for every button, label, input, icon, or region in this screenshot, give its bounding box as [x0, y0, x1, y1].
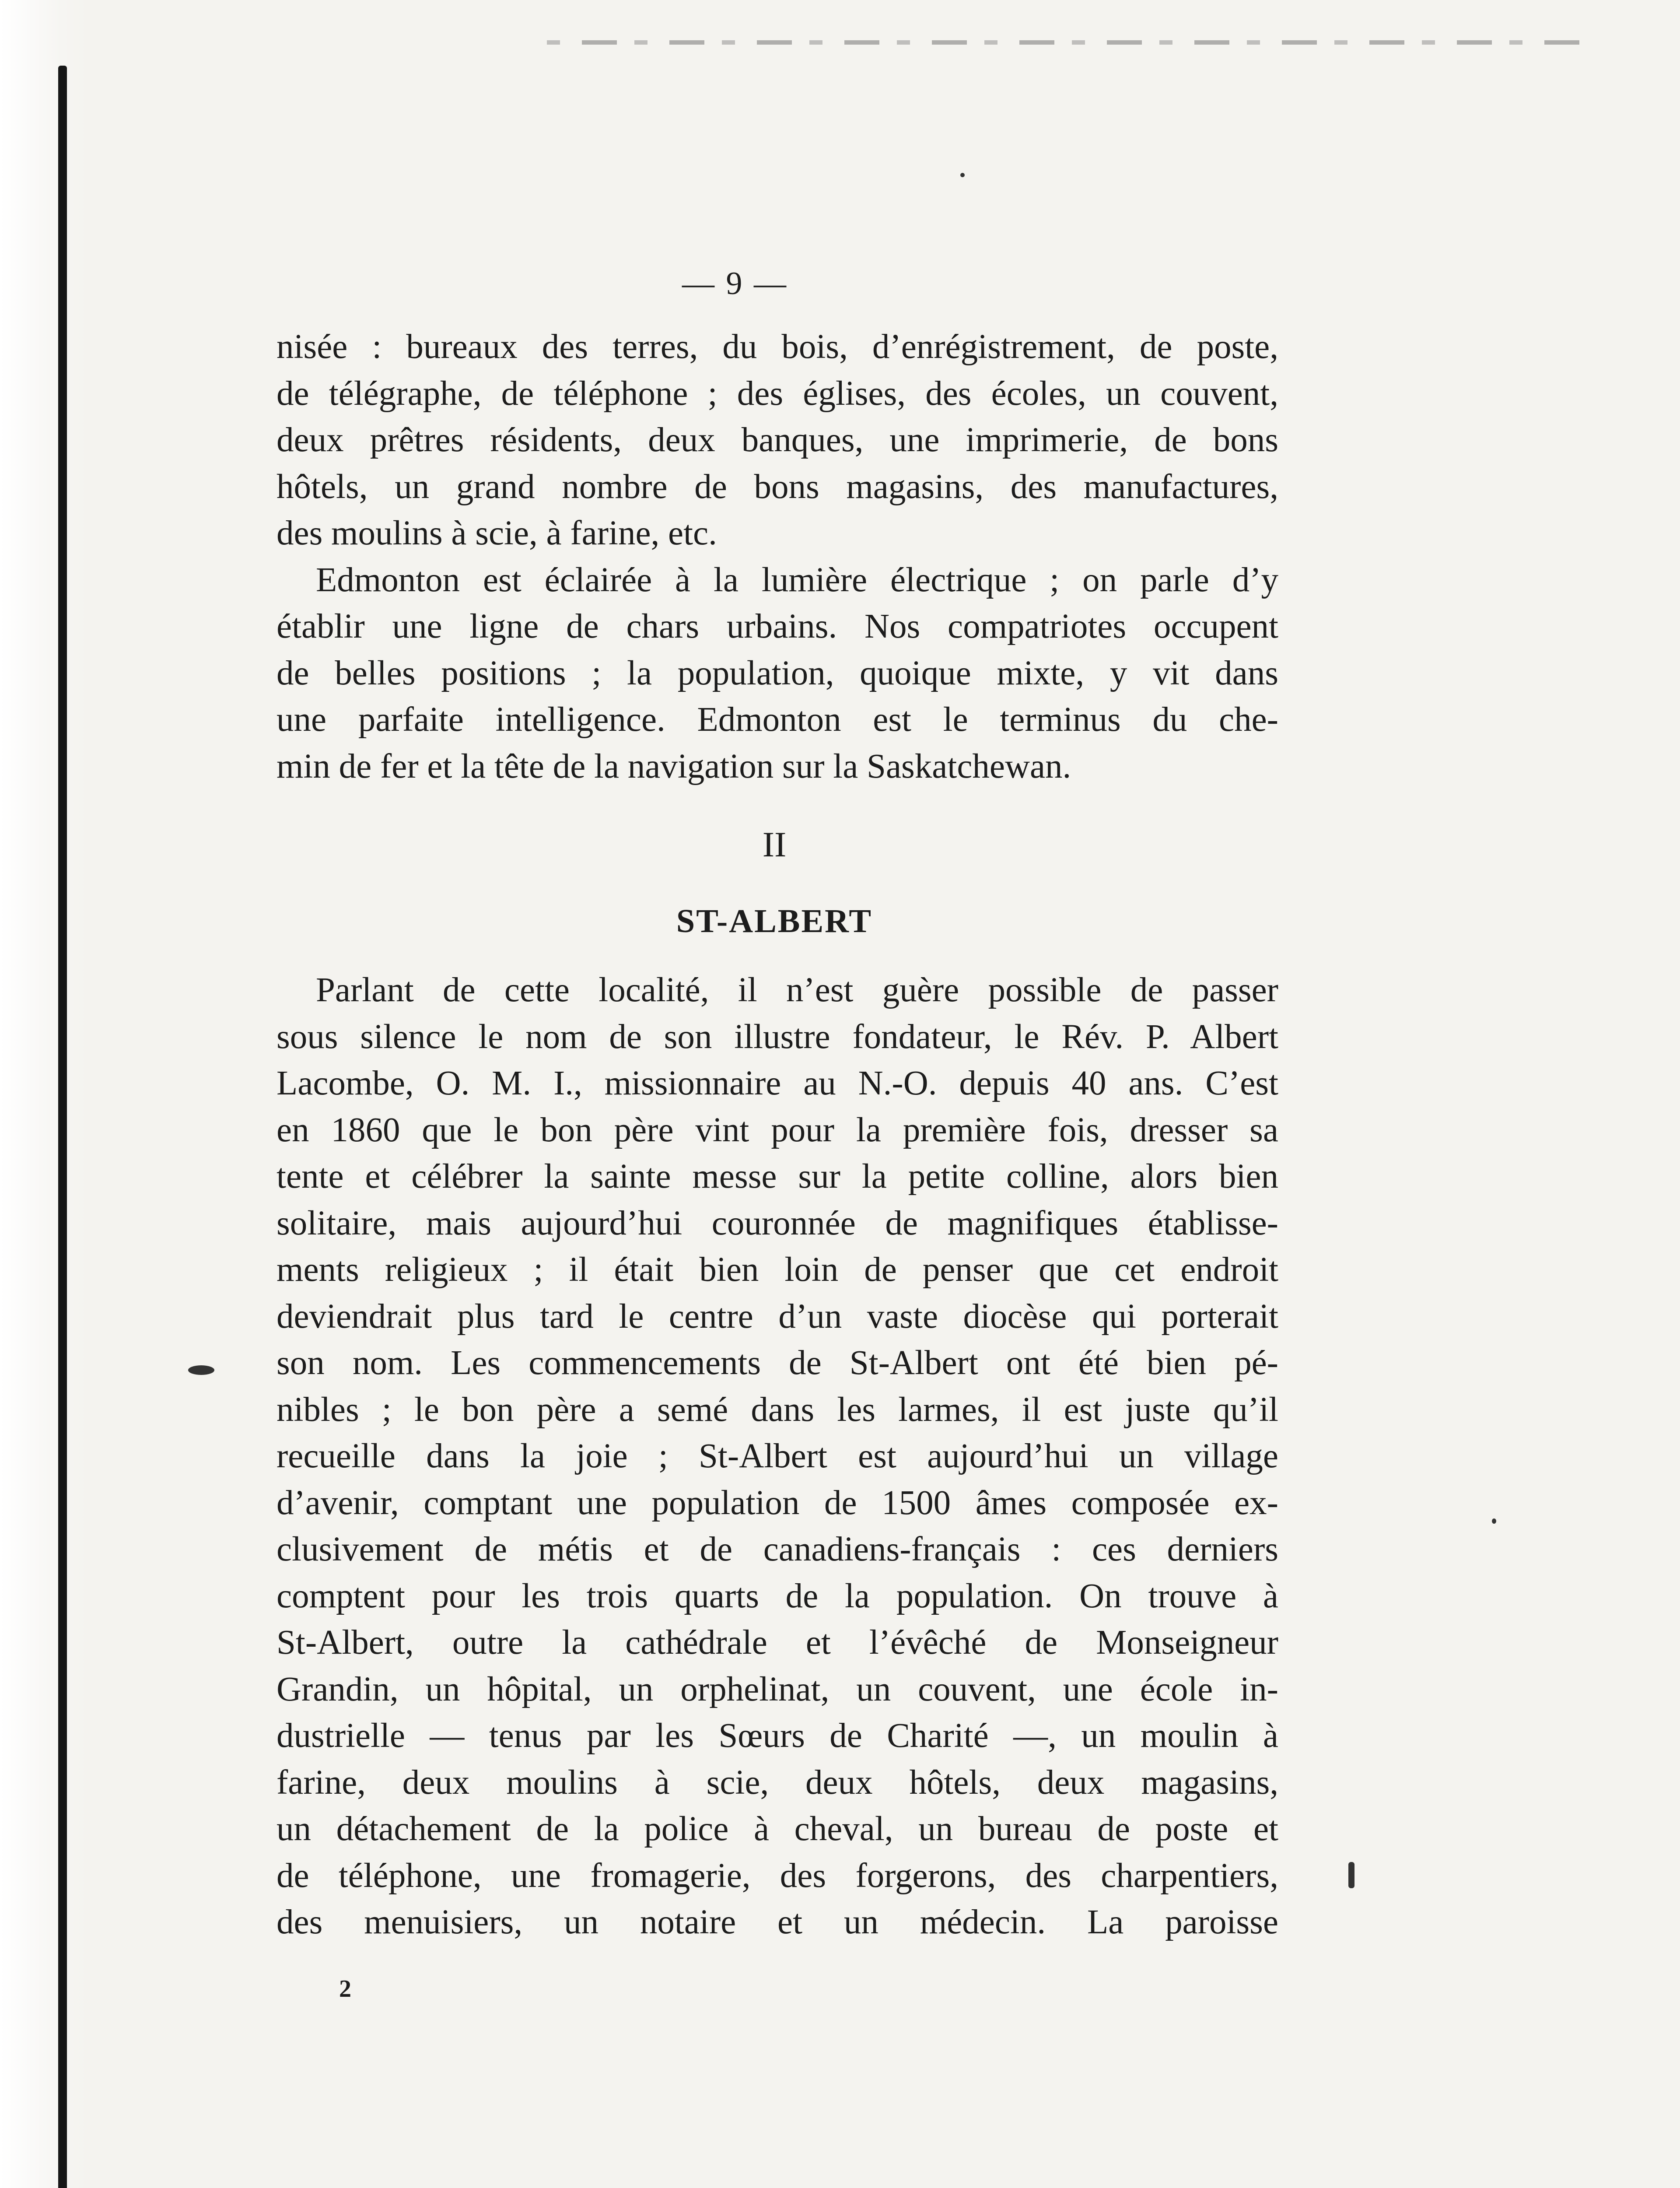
ink-speck — [1492, 1518, 1496, 1524]
text-line: nisée : bureaux des terres, du bois, d’enrégistrement, de poste, — [276, 328, 1278, 366]
text-line: en 1860 que le bon père vint pour la première fois, dresser sa — [276, 1111, 1278, 1149]
text-line: une parfaite intelligence. Edmonton est le terminus du che- — [276, 701, 1278, 739]
ink-speck — [1348, 1862, 1354, 1888]
text-line: solitaire, mais aujourd’hui couronnée de magnifiques établisse- — [276, 1204, 1278, 1242]
text-line: son nom. Les commencements de St-Albert ont été bien pé- — [276, 1344, 1278, 1382]
text-line: Edmonton est éclairée à la lumière électrique ; on parle d’y — [316, 561, 1278, 599]
text-line: recueille dans la joie ; St-Albert est aujourd’hui un village — [276, 1437, 1278, 1475]
text-line: Grandin, un hôpital, un orphelinat, un couvent, une école in- — [276, 1670, 1278, 1708]
text-line: un détachement de la police à cheval, un bureau de poste et — [276, 1810, 1278, 1848]
binding-edge-line — [58, 66, 67, 2188]
text-line: farine, deux moulins à scie, deux hôtels, deux magasins, — [276, 1763, 1278, 1802]
printer-signature-mark: 2 — [339, 1975, 351, 2002]
page-number: — 9 — — [682, 266, 788, 302]
section-title: ST-ALBERT — [676, 903, 873, 940]
text-line: deux prêtres résidents, deux banques, une imprimerie, de bons — [276, 421, 1278, 459]
st-albert-text-block — [276, 967, 1278, 1946]
text-line: ments religieux ; il était bien loin de penser que cet endroit — [276, 1251, 1278, 1289]
text-line: sous silence le nom de son illustre fondateur, le Rév. P. Albert — [276, 1017, 1278, 1056]
text-line: de téléphone, une fromagerie, des forgerons, des charpentiers, — [276, 1856, 1278, 1895]
text-line: de télégraphe, de téléphone ; des églises, des écoles, un couvent, — [276, 374, 1278, 413]
ink-speck — [188, 1365, 214, 1375]
text-line: tente et célébrer la sainte messe sur la petite colline, alors bien — [276, 1157, 1278, 1196]
text-line: nibles ; le bon père a semé dans les larmes, il est juste qu’il — [276, 1390, 1278, 1429]
text-line: hôtels, un grand nombre de bons magasins, des manufactures, — [276, 467, 1278, 506]
text-line: St-Albert, outre la cathédrale et l’évêché de Monseigneur — [276, 1623, 1278, 1662]
text-line: Parlant de cette localité, il n’est guère possible de passer — [316, 971, 1278, 1009]
section-numeral: II — [762, 824, 787, 864]
page-gutter — [0, 0, 88, 2188]
text-line: clusivement de métis et de canadiens-français : ces derniers — [276, 1530, 1278, 1568]
text-line: dustrielle — tenus par les Sœurs de Charité —, un moulin à — [276, 1717, 1278, 1755]
top-scan-edge — [547, 40, 1597, 45]
text-line: deviendrait plus tard le centre d’un vaste diocèse qui porterait — [276, 1297, 1278, 1336]
text-line: comptent pour les trois quarts de la population. On trouve à — [276, 1577, 1278, 1615]
text-line: établir une ligne de chars urbains. Nos compatriotes occupent — [276, 607, 1278, 645]
text-line: des moulins à scie, à farine, etc. — [276, 514, 717, 552]
top-text-block — [276, 324, 1278, 790]
text-line: d’avenir, comptant une population de 1500 âmes composée ex- — [276, 1483, 1278, 1522]
text-line: min de fer et la tête de la navigation sur la Saskatchewan. — [276, 747, 1071, 785]
text-line: Lacombe, O. M. I., missionnaire au N.-O. depuis 40 ans. C’est — [276, 1064, 1278, 1102]
text-line: des menuisiers, un notaire et un médecin. La paroisse — [276, 1903, 1278, 1941]
text-line: de belles positions ; la population, quoique mixte, y vit dans — [276, 654, 1278, 692]
ink-speck — [960, 173, 965, 177]
